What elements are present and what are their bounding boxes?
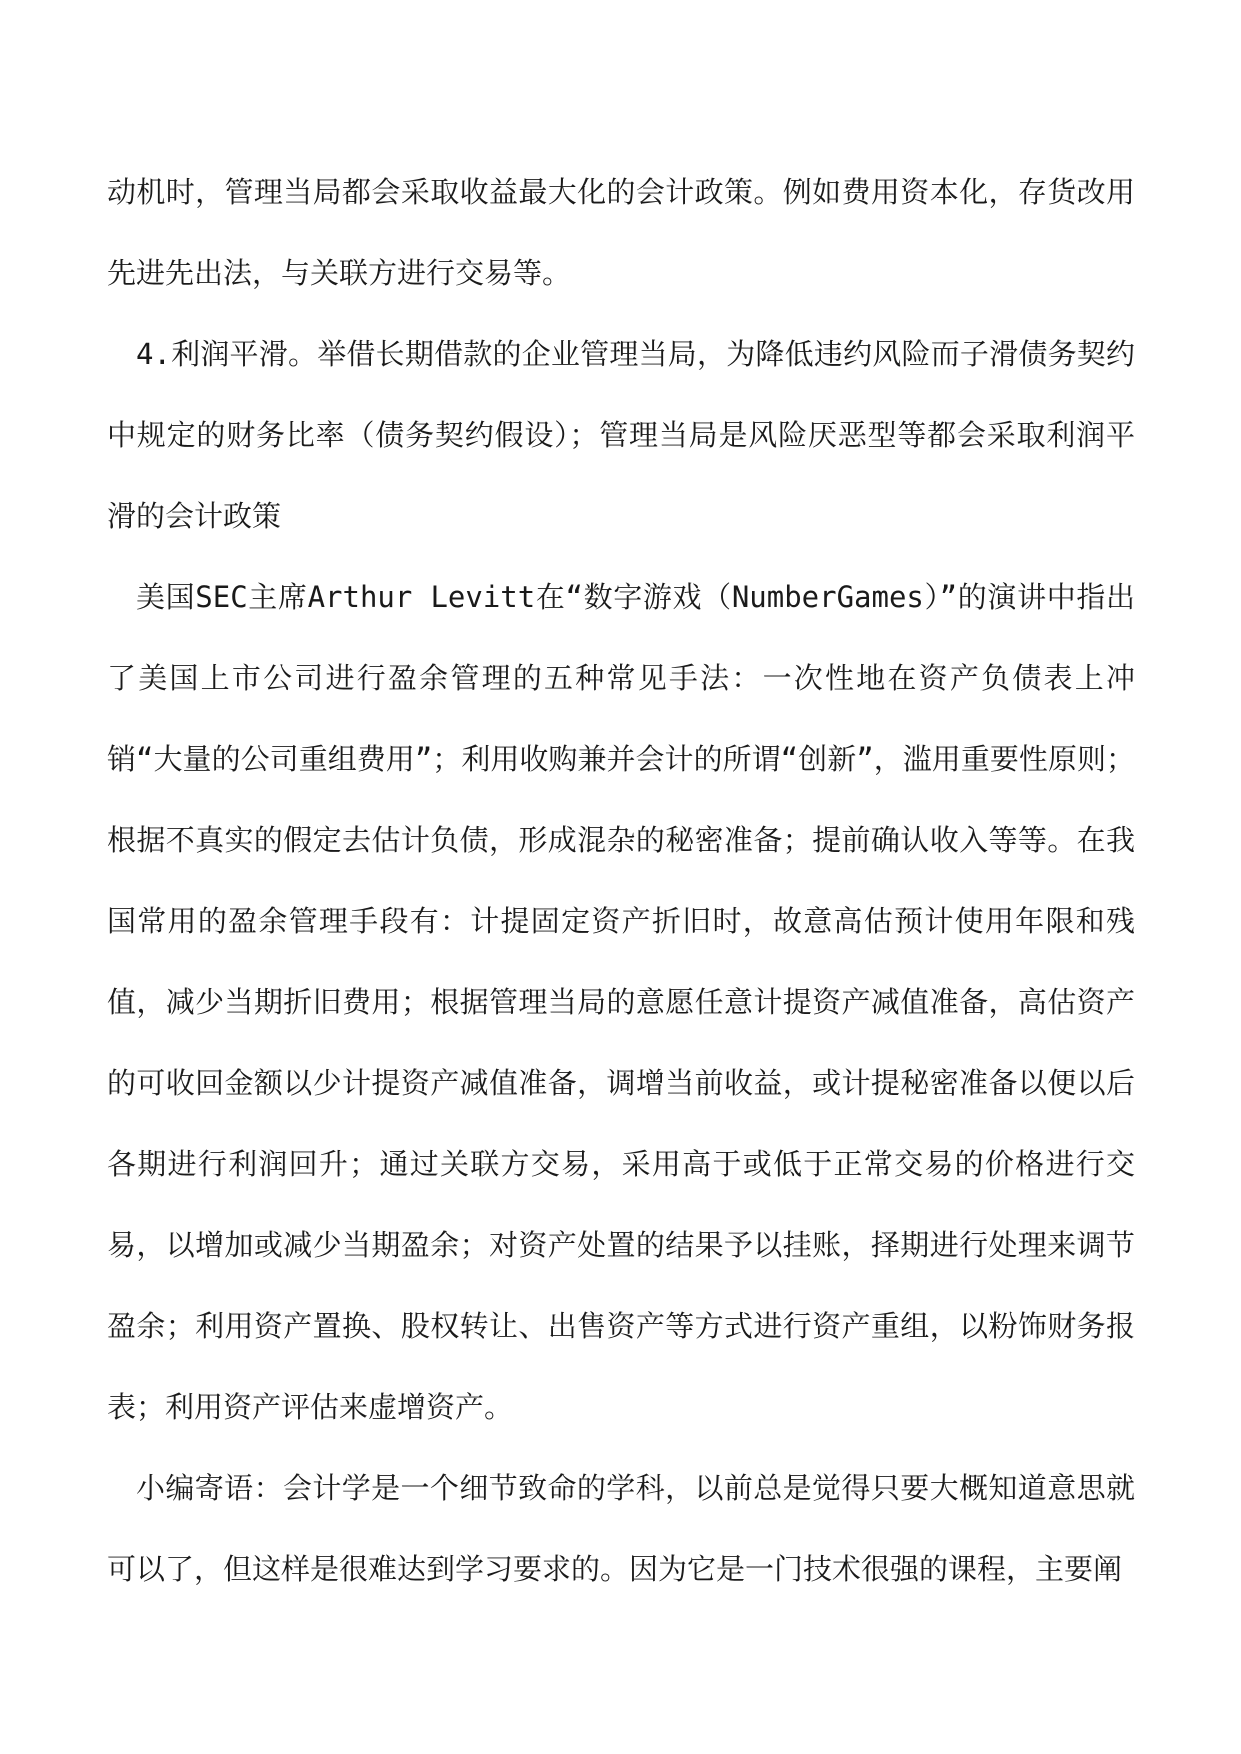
paragraph-motive-income-maximization: 动机时，管理当局都会采取收益最大化的会计政策。例如费用资本化，存货改用先进先出法，与关联方进行交易等。 [107, 175, 1135, 290]
paragraph-editor-note: 小编寄语：会计学是一个细节致命的学科，以前总是觉得只要大概知道意思就可以了，但这样是很难达到学习要求的。因为它是一门技术很强的课程，主要阐 [107, 1471, 1135, 1586]
paragraph-profit-smoothing: 4.利润平滑。举借长期借款的企业管理当局，为降低违约风险而子滑债务契约中规定的财务比率（债务契约假设）；管理当局是风险厌恶型等都会采取利润平滑的会计政策 [107, 337, 1135, 533]
paragraph-earnings-management-methods: 美国SEC主席Arthur Levitt在“数字游戏（NumberGames）”的演讲中指出了美国上市公司进行盈余管理的五种常见手法：一次性地在资产负债表上冲销“大量的公司重组费用”；利用收购兼并会计的所谓“创新”，滥用重要性原则；根据不真实的假定去估计负债，形成混杂的秘密准备；提前确认收入等等。在我国常用的盈余管理手段有：计提固定资产折旧时，故意高估预计使用年限和残值，减少当期折旧费用；根据管理当局的意愿任意计提资产减值准备，高估资产的可收回金额以少计提资产减值准备，调增当前收益，或计提秘密准备以便以后各期进行利润回升；通过关联方交易，采用高于或低于正常交易的价格进行交易，以增加或减少当期盈余；对资产处置的结果予以挂账，择期进行处理来调节盈余；利用资产置换、股权转让、出售资产等方式进行资产重组，以粉饰财务报表；利用资产评估来虚增资产。 [107, 580, 1135, 1424]
document-body [107, 152, 1135, 1610]
